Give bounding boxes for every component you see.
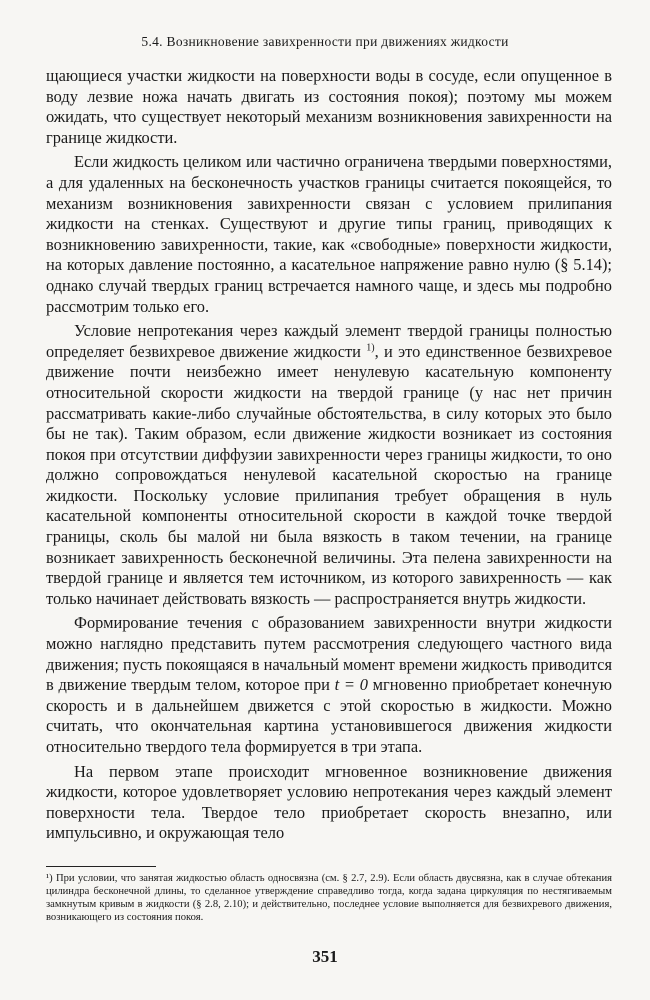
main-text <box>46 66 612 844</box>
footnote <box>46 872 612 924</box>
paragraph-1: щающиеся участки жидкости на поверхности воды в сосуде, если опущенное в воду лезвие ножа начать двигать из состояния покоя); поэтому мы можем ожидать, что существует некоторый механизм возникновения завихренности на границе жидкости. <box>46 66 612 147</box>
footnote-text: При условии, что занятая жидкостью область односвязна (см. § 2.7, 2.9). Если область двусвязна, как в случае обтекания цилиндра бесконечной длины, то сделанное утверждение справедливо тогда, когда задана циркуляция по нестягиваемым замкнутым кривым в жидкости (§ 2.8, 2.10); и действительно, последнее условие выполняется для безвихревого движения, возникающего из состояния покоя. <box>46 873 612 923</box>
footnote-reference: 1) <box>366 342 375 354</box>
footnote-divider <box>46 866 156 867</box>
math-t-equals-zero: t = 0 <box>334 675 368 695</box>
paragraph-5: На первом этапе происходит мгновенное возникновение движения жидкости, которое удовлетворяет условию непротекания через каждый элемент поверхности тела. Твердое тело приобретает скорость внезапно, или импульсивно, и окружающая тело <box>46 761 612 843</box>
paragraph-4-part-2: мгновенно приобретает конечную скорость и в дальнейшем движется с этой скоростью в жидкости. Можно считать, что окончательная картина установившегося движения жидкости относительно твердого тела формируется в три этапа. <box>46 675 612 756</box>
page-number: 351 <box>312 947 338 966</box>
paragraph-3-part-2: , и это единственное безвихревое движение почти неизбежно имеет ненулевую касательную компоненту относительной скорости жидкости на твердой границе (у нас нет причин рассматривать какие-либо случайные обстоятельства, в силу которых это было бы не так). Таким образом, если движение жидкости возникает из состояния покоя при отсутствии диффузии завихренности через границы жидкости, то оно должно сопровождаться ненулевой касательной скоростью на границе жидкости. Поскольку условие прилипания требует обращения в нуль касательной компоненты относительной скорости в каждой точке твердой границы, сколь бы малой ни была вязкость в таком течении, на границе возникает завихренность бесконечной величины. Эта пелена завихренности на твердой границе и является тем источником, из которого завихренность — как только начинает действовать вязкость — распространяется внутрь жидкости. <box>46 341 612 608</box>
running-head: 5.4. Возникновение завихренности при движениях жидкости <box>141 34 509 49</box>
paragraph-4-part-1: Формирование течения с образованием завихренности внутри жидкости можно наглядно представить путем рассмотрения следующего частного вида движения; пусть покоящаяся в начальный момент времени жидкость приводится в движение твердым телом, которое при <box>46 613 612 695</box>
footnote-marker: ¹) <box>46 873 53 884</box>
paragraph-4 <box>46 613 612 757</box>
paragraph-3-part-1: Условие непротекания через каждый элемент твердой границы полностью определяет безвихревое движение жидкости <box>46 321 612 361</box>
paragraph-2: Если жидкость целиком или частично ограничена твердыми поверхностями, а для удаленных на бесконечность участков границы считается покоящейся, то механизм возникновения завихренности связан с условием прилипания жидкости на стенках. Существуют и другие типы границ, приводящих к возникновению завихренности, такие, как «свободные» поверхности жидкости, на которых давление постоянно, а касательное напряжение равно нулю (§ 5.14); однако случай твердых границ встречается намного чаще, и здесь мы подробно рассмотрим только его. <box>46 152 612 316</box>
paragraph-3 <box>46 321 612 609</box>
